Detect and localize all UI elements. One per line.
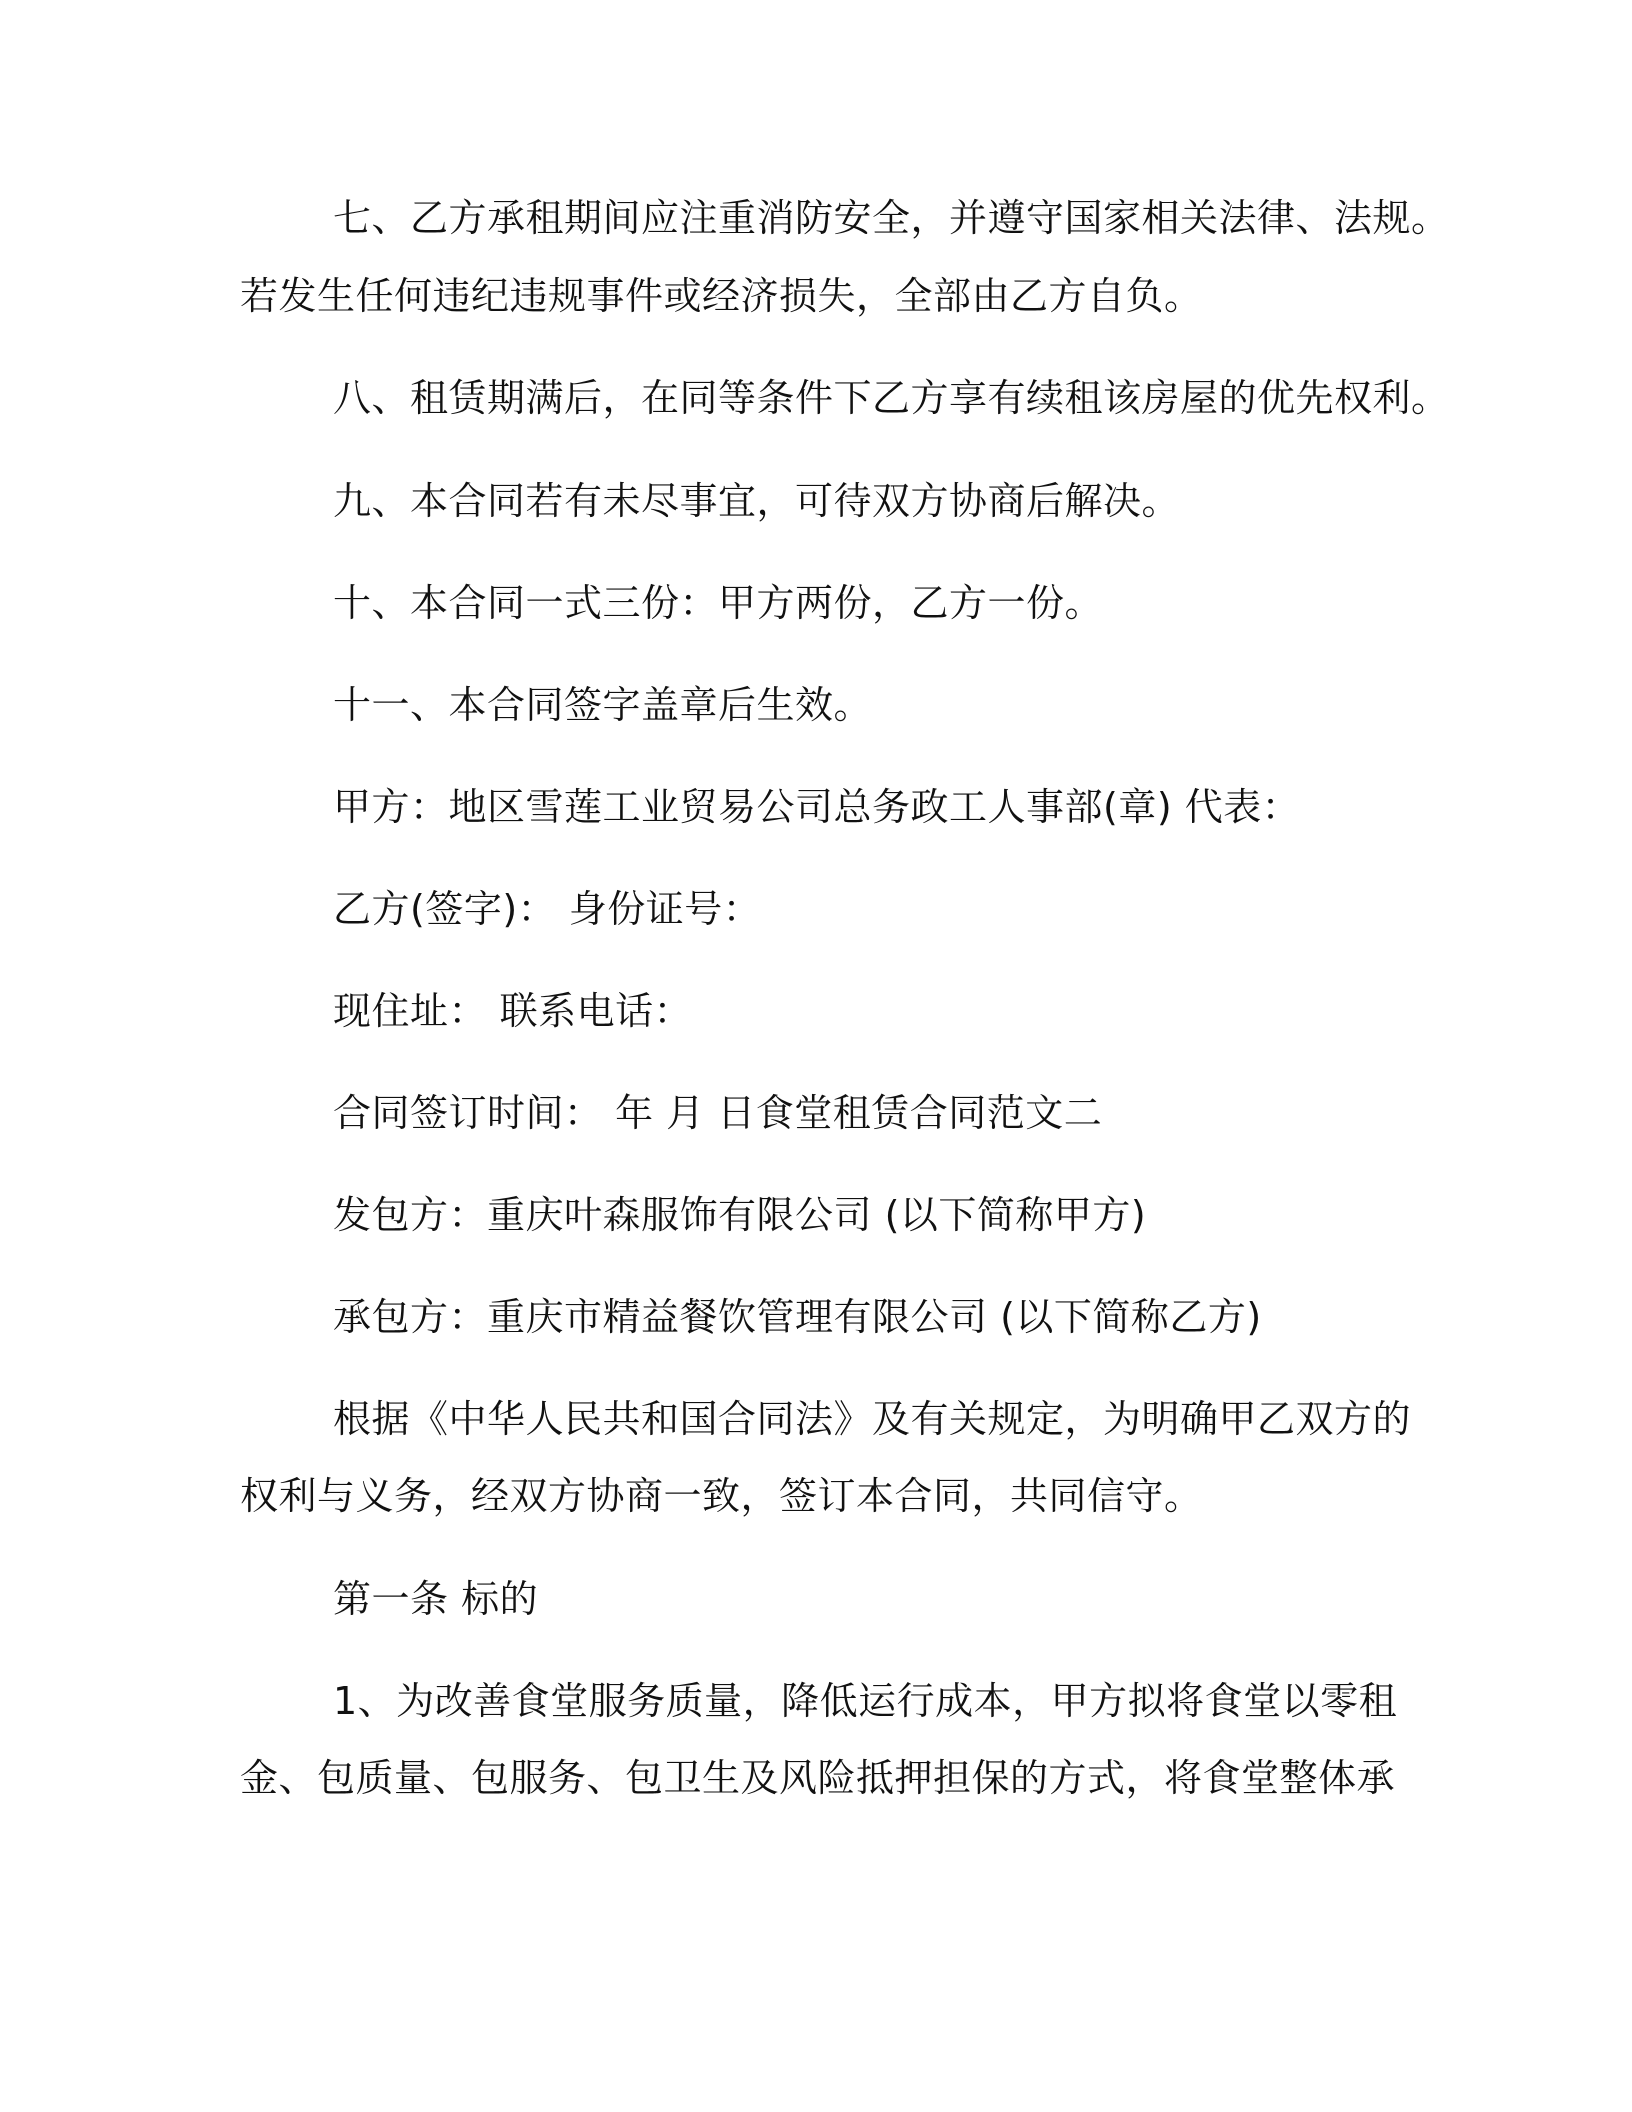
clause-7-line-1: 七、乙方承租期间应注重消防安全，并遵守国家相关法律、法规。 bbox=[333, 196, 1450, 240]
party-b-signature: 乙方(签字)： 身份证号： bbox=[333, 887, 762, 931]
article-1-heading: 第一条 标的 bbox=[333, 1577, 539, 1621]
clause-10: 十、本合同一式三份：甲方两份，乙方一份。 bbox=[333, 581, 1104, 625]
contractor-party-a: 发包方：重庆叶森服饰有限公司 (以下简称甲方) bbox=[333, 1193, 1147, 1237]
article-1-item-1-line-2: 金、包质量、包服务、包卫生及风险抵押担保的方式，将食堂整体承 bbox=[240, 1756, 1396, 1800]
party-a-signature: 甲方：地区雪莲工业贸易公司总务政工人事部(章) 代表： bbox=[333, 785, 1301, 829]
address-phone: 现住址： 联系电话： bbox=[333, 989, 693, 1033]
clause-11: 十一、本合同签字盖章后生效。 bbox=[333, 683, 873, 727]
clause-8: 八、租赁期满后，在同等条件下乙方享有续租该房屋的优先权利。 bbox=[333, 376, 1450, 420]
article-1-item-1-line-1: 1、为改善食堂服务质量，降低运行成本，甲方拟将食堂以零租 bbox=[333, 1679, 1398, 1723]
clause-7-line-2: 若发生任何违纪违规事件或经济损失，全部由乙方自负。 bbox=[240, 274, 1203, 318]
signing-date-heading: 合同签订时间： 年 月 日食堂租赁合同范文二 bbox=[333, 1091, 1103, 1135]
contractor-party-b: 承包方：重庆市精益餐饮管理有限公司 (以下简称乙方) bbox=[333, 1295, 1262, 1339]
preamble-line-2: 权利与义务，经双方协商一致，签订本合同，共同信守。 bbox=[240, 1474, 1203, 1518]
preamble-line-1: 根据《中华人民共和国合同法》及有关规定，为明确甲乙双方的 bbox=[333, 1397, 1412, 1441]
clause-9: 九、本合同若有未尽事宜，可待双方协商后解决。 bbox=[333, 479, 1181, 523]
